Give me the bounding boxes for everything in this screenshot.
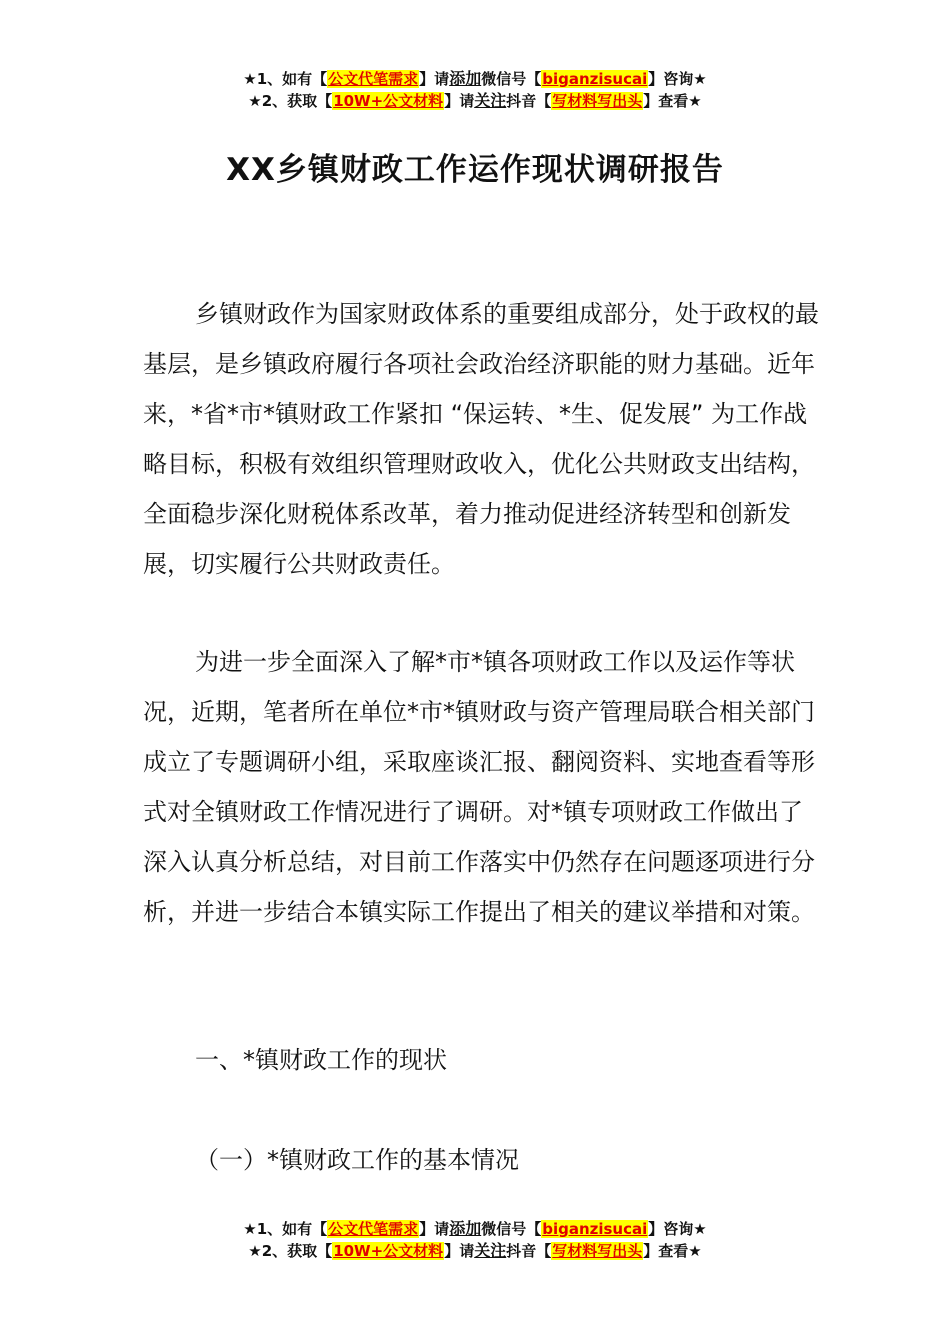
promo-text: 】咨询★ <box>648 70 707 88</box>
promo-text: 】请 <box>444 92 475 110</box>
highlight-service: 公文代笔需求 <box>328 1220 419 1238</box>
body-paragraph-2: 为进一步全面深入了解*市*镇各项财政工作以及运作等状况，近期，笔者所在单位*市*镇财政与资产管理局联合相关部门成立了专题调研小组，采取座谈汇报、翻阅资料、实地查看等形式对全镇财政工作情况进行了调研。对*镇专项财政工作做出了深入认真分析总结，对目前工作落实中仍然存在问题逐项进行分析，并进一步结合本镇实际工作提出了相关的建议举措和对策。 <box>143 648 815 926</box>
promo-text: 微信号【 <box>481 70 542 88</box>
document-title: XX乡镇财政工作运作现状调研报告 <box>226 152 724 188</box>
wechat-id-highlight[interactable]: biganzisucai <box>542 70 648 88</box>
wechat-id-highlight[interactable]: biganzisucai <box>542 1220 648 1238</box>
promo-line-1 <box>0 68 950 90</box>
promo-text: 微信号【 <box>481 1220 542 1238</box>
underline-add: 添加 <box>449 1219 482 1238</box>
underline-add: 添加 <box>449 69 482 88</box>
douyin-account-highlight[interactable]: 写材料写出头 <box>552 1242 643 1260</box>
subsection-heading-1: （一）*镇财政工作的基本情况 <box>195 1146 519 1174</box>
section-heading-1: 一、*镇财政工作的现状 <box>195 1046 447 1074</box>
douyin-account-highlight[interactable]: 写材料写出头 <box>552 92 643 110</box>
promo-text: 】查看★ <box>643 92 702 110</box>
promo-line-2 <box>0 1240 950 1262</box>
top-promo-banner <box>0 68 950 112</box>
promo-text: ★1、如有【 <box>243 1220 328 1238</box>
underline-follow: 关注 <box>474 1241 507 1260</box>
bottom-promo-banner <box>0 1218 950 1262</box>
highlight-materials: 10W+公文材料 <box>333 92 444 110</box>
promo-text: 】咨询★ <box>648 1220 707 1238</box>
highlight-materials: 10W+公文材料 <box>333 1242 444 1260</box>
promo-text: 】查看★ <box>643 1242 702 1260</box>
promo-line-2 <box>0 90 950 112</box>
underline-follow: 关注 <box>474 91 507 110</box>
promo-text: 】请 <box>444 1242 475 1260</box>
promo-text: ★2、获取【 <box>248 1242 333 1260</box>
highlight-service: 公文代笔需求 <box>328 70 419 88</box>
promo-text: 】请 <box>419 1220 450 1238</box>
promo-text: ★1、如有【 <box>243 70 328 88</box>
promo-text: 抖音【 <box>506 92 552 110</box>
promo-text: 抖音【 <box>506 1242 552 1260</box>
promo-line-1 <box>0 1218 950 1240</box>
promo-text: 】请 <box>419 70 450 88</box>
promo-text: ★2、获取【 <box>248 92 333 110</box>
body-paragraph-1: 乡镇财政作为国家财政体系的重要组成部分，处于政权的最基层，是乡镇政府履行各项社会政治经济职能的财力基础。近年来，*省*市*镇财政工作紧扣 “保运转、*生、促发展” 为工作战略目标，积极有效组织管理财政收入，优化公共财政支出结构，全面稳步深化财税体系改革，着力推动促进经济转型和创新发展，切实履行公共财政责任。 <box>143 300 819 578</box>
